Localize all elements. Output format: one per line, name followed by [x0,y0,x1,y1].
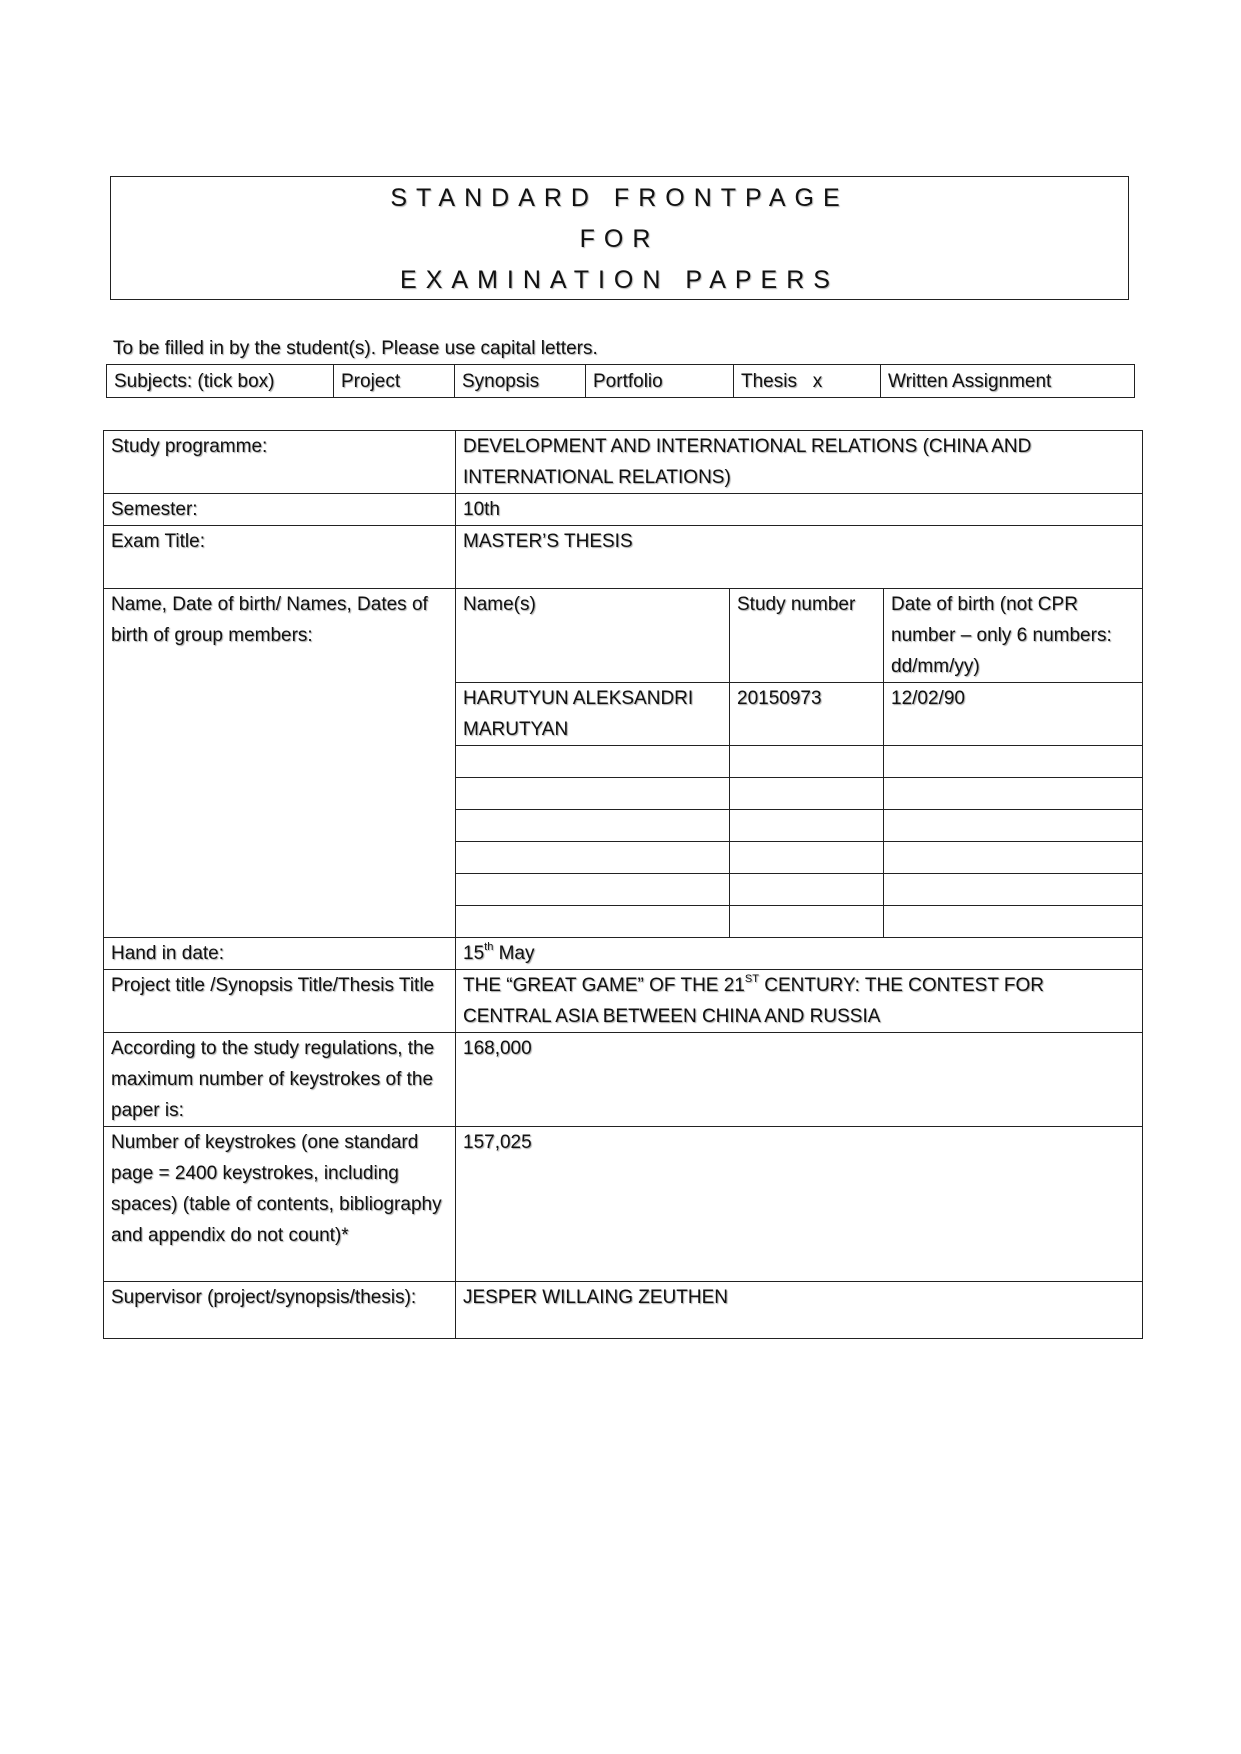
empty-name-cell[interactable] [456,874,730,906]
empty-study-number-cell[interactable] [730,874,884,906]
project-title-superscript: ST [744,973,759,985]
supervisor-value[interactable]: JESPER WILLAING ZEUTHEN [456,1282,1143,1339]
subject-written-assignment-checkbox[interactable]: Written Assignment [881,365,1135,398]
study-number-column-header: Study number [730,589,884,683]
project-title-value[interactable] [456,970,1143,1033]
title-line-3: EXAMINATION PAPERS [400,266,839,294]
empty-dob-cell[interactable] [884,842,1143,874]
max-keystrokes-label: According to the study regulations, the maximum number of keystrokes of the paper is: [104,1033,456,1127]
empty-dob-cell[interactable] [884,906,1143,938]
subject-synopsis-checkbox[interactable]: Synopsis [455,365,586,398]
study-programme-value[interactable]: DEVELOPMENT AND INTERNATIONAL RELATIONS (CHINA AND INTERNATIONAL RELATIONS) [456,431,1143,494]
hand-in-date-label: Hand in date: [104,938,456,970]
empty-name-cell[interactable] [456,778,730,810]
title-box [110,176,1129,300]
member-study-number[interactable]: 20150973 [730,683,884,746]
subjects-table [106,364,1135,398]
empty-study-number-cell[interactable] [730,778,884,810]
exam-form-table [103,430,1143,1339]
empty-name-cell[interactable] [456,746,730,778]
exam-title-label: Exam Title: [104,526,456,589]
member-name[interactable]: HARUTYUN ALEKSANDRI MARUTYAN [456,683,730,746]
max-keystrokes-value[interactable]: 168,000 [456,1033,1143,1127]
project-title-label: Project title /Synopsis Title/Thesis Title [104,970,456,1033]
group-members-label: Name, Date of birth/ Names, Dates of birth of group members: [104,589,456,938]
keystrokes-count-label: Number of keystrokes (one standard page = 2400 keystrokes, including spaces) (table of contents, bibliography and appendix do not count)* [104,1127,456,1282]
empty-dob-cell[interactable] [884,746,1143,778]
empty-dob-cell[interactable] [884,810,1143,842]
subject-portfolio-checkbox[interactable]: Portfolio [586,365,734,398]
empty-dob-cell[interactable] [884,778,1143,810]
keystrokes-count-value[interactable]: 157,025 [456,1127,1143,1282]
empty-name-cell[interactable] [456,842,730,874]
semester-value[interactable]: 10th [456,494,1143,526]
title-line-2: FOR [579,225,660,253]
hand-in-day: 15 [463,943,485,964]
empty-study-number-cell[interactable] [730,842,884,874]
names-column-header: Name(s) [456,589,730,683]
empty-study-number-cell[interactable] [730,746,884,778]
hand-in-date-value[interactable] [456,938,1143,970]
hand-in-day-suffix: th [484,941,494,953]
project-title-end: CENTURY: THE CONTEST FOR CENTRAL ASIA BETWEEN CHINA AND RUSSIA [463,975,1050,1027]
dob-column-header: Date of birth (not CPR number – only 6 numbers: dd/mm/yy) [884,589,1143,683]
project-title-start: THE “GREAT GAME” OF THE 21 [463,975,745,996]
empty-study-number-cell[interactable] [730,810,884,842]
subject-project-checkbox[interactable]: Project [334,365,455,398]
empty-name-cell[interactable] [456,906,730,938]
empty-dob-cell[interactable] [884,874,1143,906]
empty-name-cell[interactable] [456,810,730,842]
empty-study-number-cell[interactable] [730,906,884,938]
supervisor-label: Supervisor (project/synopsis/thesis): [104,1282,456,1339]
exam-title-value[interactable]: MASTER’S THESIS [456,526,1143,589]
member-dob[interactable]: 12/02/90 [884,683,1143,746]
subjects-label: Subjects: (tick box) [107,365,334,398]
study-programme-label: Study programme: [104,431,456,494]
title-line-1: STANDARD FRONTPAGE [390,184,849,212]
hand-in-month: May [493,943,535,964]
subject-thesis-checkbox[interactable]: Thesis x [734,365,881,398]
semester-label: Semester: [104,494,456,526]
instruction-text: To be filled in by the student(s). Please use capital letters. [113,338,598,359]
